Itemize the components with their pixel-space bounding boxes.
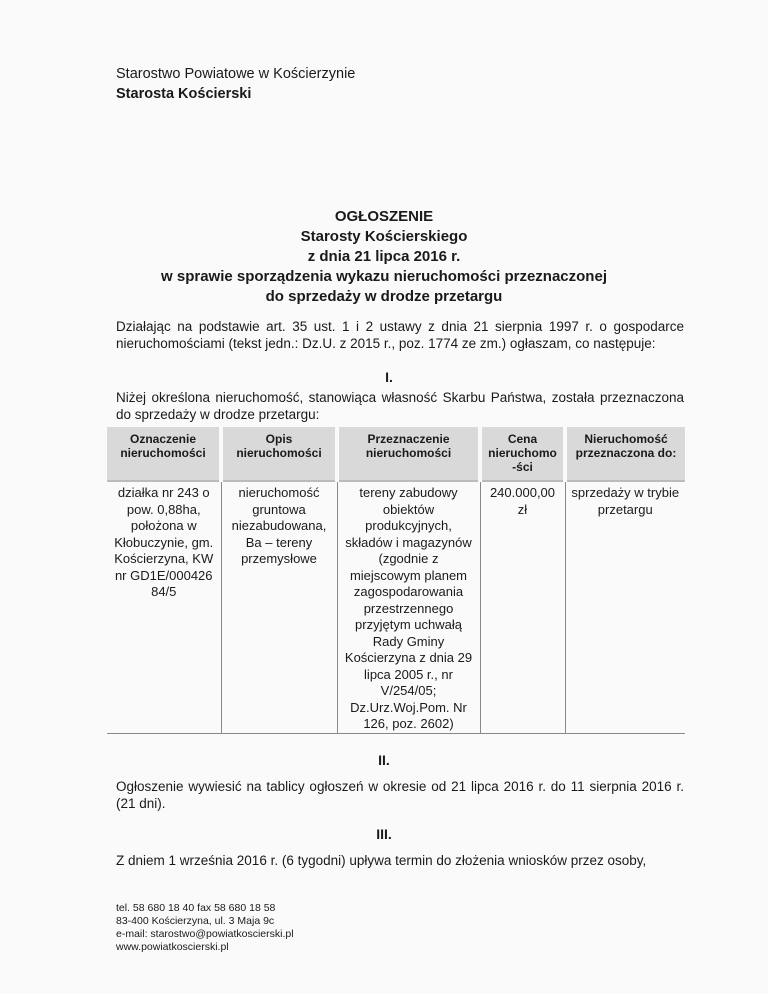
section-heading-2: II. xyxy=(378,752,390,768)
section-heading-1: I. xyxy=(385,369,393,385)
section1-paragraph: Niżej określona nieruchomość, stanowiąca własność Skarbu Państwa, została przeznaczona do sprzedaży w drodze przetargu: xyxy=(116,390,684,422)
title-line-5: do sprzedaży w drodze przetargu xyxy=(265,288,503,305)
header-intended-for: Nieruchomość przeznaczona do: xyxy=(565,427,685,481)
title-line-3: z dnia 21 lipca 2016 r. xyxy=(307,248,461,265)
title-line-4: w sprawie sporządzenia wykazu nieruchomości przeznaczonej xyxy=(161,268,607,285)
cell-intended-for: sprzedaży w trybie przetargu xyxy=(565,481,685,733)
header-description: Opis nieruchomości xyxy=(221,427,337,481)
section3-paragraph: Z dniem 1 września 2016 r. (6 tygodni) upływa termin do złożenia wniosków przez osoby, xyxy=(116,853,647,868)
header-price: Cena nieruchomo -ści xyxy=(480,427,565,481)
header-designation: Oznaczenie nieruchomości xyxy=(107,427,221,481)
intro-paragraph: Działając na podstawie art. 35 ust. 1 i 2 ustawy z dnia 21 sierpnia 1997 r. o gospodarce nieruchomościami (tekst jedn.: Dz.U. z 2015 r., poz. 1774 ze zm.) ogłaszam, co następuje: xyxy=(116,319,684,351)
announcement-title xyxy=(100,207,668,307)
table-row xyxy=(107,481,685,733)
footer-phone: tel. 58 680 18 40 fax 58 680 18 58 xyxy=(116,902,276,914)
footer-contact xyxy=(116,902,294,954)
cell-description: nieruchomość gruntowa niezabudowana, Ba – tereny przemysłowe xyxy=(221,481,337,733)
header-purpose: Przeznaczenie nieruchomości xyxy=(337,427,480,481)
cell-price: 240.000,00 zł xyxy=(480,481,565,733)
title-line-2: Starosty Kościerskiego xyxy=(300,228,468,245)
footer-website[interactable]: www.powiatkoscierski.pl xyxy=(116,941,229,953)
cell-designation: działka nr 243 o pow. 0,88ha, położona w Kłobuczynie, gm. Kościerzyna, KW nr GD1E/000426 84/5 xyxy=(107,481,221,733)
section-heading-3: III. xyxy=(376,826,392,842)
office-name: Starostwo Powiatowe w Kościerzynie xyxy=(116,66,356,82)
starosta-name: Starosta Kościerski xyxy=(116,86,252,102)
section2-paragraph: Ogłoszenie wywiesić na tablicy ogłoszeń w okresie od 21 lipca 2016 r. do 11 sierpnia 2016 r. (21 dni). xyxy=(116,779,684,811)
footer-address: 83-400 Kościerzyna, ul. 3 Maja 9c xyxy=(116,915,275,927)
table-header-row xyxy=(107,427,685,481)
footer-email[interactable]: e-mail: starostwo@powiatkoscierski.pl xyxy=(116,928,294,940)
title-line-1: OGŁOSZENIE xyxy=(334,208,434,225)
cell-purpose: tereny zabudowy obiektów produkcyjnych, składów i magazynów (zgodnie z miejscowym planem zagospodarowania przestrzennego przyjętym uchwałą Rady Gminy Kościerzyna z dnia 29 lipca 2005 r., nr V/254/05; Dz.Urz.Woj.Pom. Nr 126, poz. 2602) xyxy=(337,481,480,733)
property-table xyxy=(107,427,685,734)
